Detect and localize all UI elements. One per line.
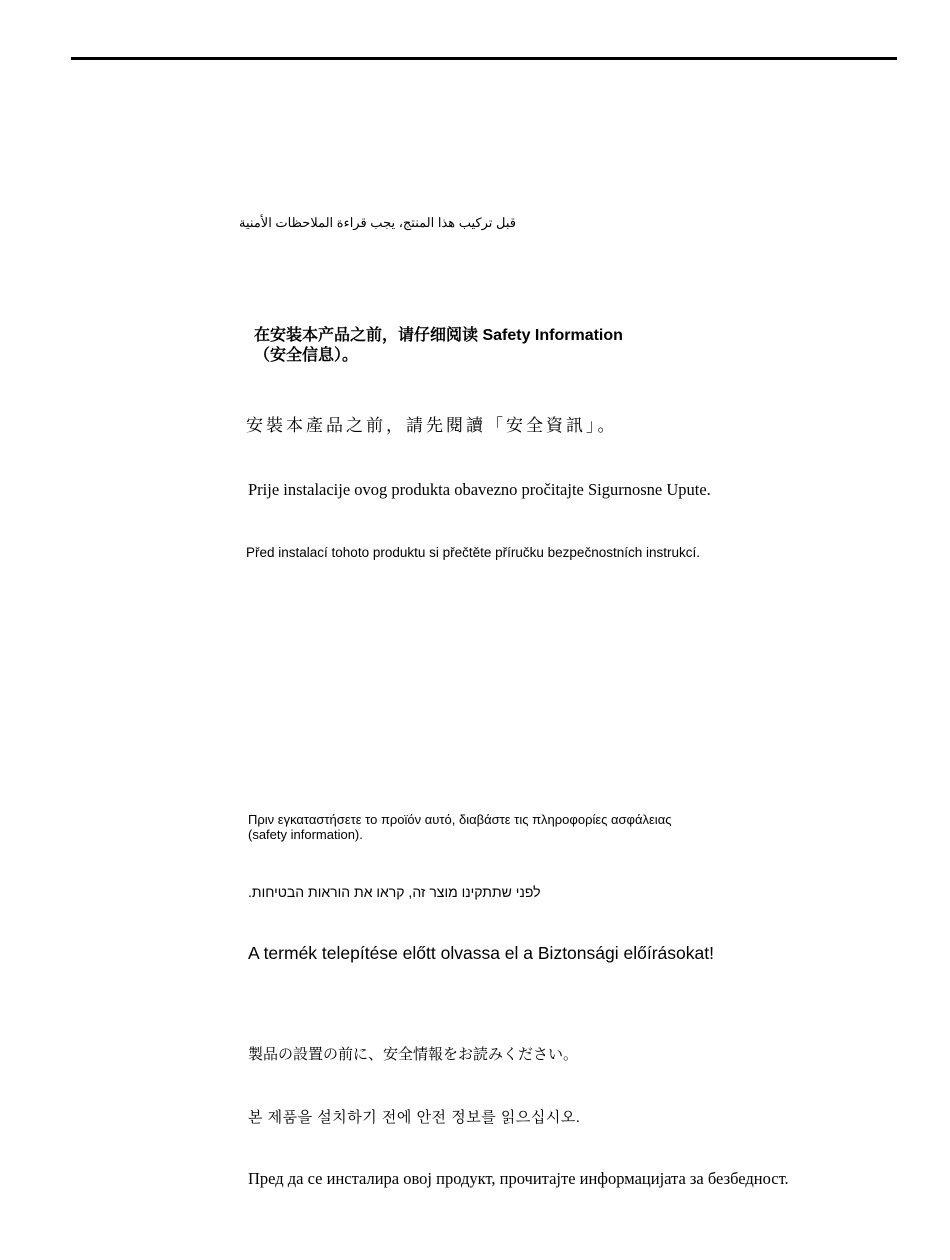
safety-notice-arabic: قبل تركيب هذا المنتج، يجب قراءة الملاحظات الأمنية: [239, 215, 516, 230]
safety-notice-chinese-simplified-line-1: 在安装本产品之前，请仔细阅读 Safety Information: [254, 327, 623, 344]
safety-notice-czech: Před instalací tohoto produktu si přečtěte příručku bezpečnostních instrukcí.: [246, 545, 700, 560]
safety-notice-hungarian: A termék telepítése előtt olvassa el a Biztonsági előírásokat!: [248, 943, 714, 963]
safety-notice-chinese-simplified-line-2: （安全信息）。: [254, 347, 359, 364]
safety-notice-macedonian: Пред да се инсталира овој продукт, прочитајте информацијата за безбедност.: [248, 1169, 789, 1188]
safety-notice-chinese-simplified: [254, 326, 623, 366]
top-rule: [71, 57, 897, 60]
safety-notice-chinese-traditional: 安裝本產品之前，請先閱讀「安全資訊」。: [246, 416, 618, 436]
safety-notice-korean: 본 제품을 설치하기 전에 안전 정보를 읽으십시오.: [248, 1109, 581, 1126]
safety-notice-greek-line-1: Πριν εγκαταστήσετε το προϊόν αυτό, διαβάστε τις πληροφορίες ασφάλειας: [248, 812, 672, 827]
safety-notice-greek-line-2: (safety information).: [248, 827, 363, 842]
safety-notice-hebrew: לפני שתתקינו מוצר זה, קראו את הוראות הבטיחות.: [248, 884, 541, 900]
safety-notice-greek: [248, 812, 671, 842]
safety-notice-japanese: 製品の設置の前に、安全情報をお読みください。: [248, 1046, 579, 1063]
safety-notice-croatian: Prije instalacije ovog produkta obavezno pročitajte Sigurnosne Upute.: [248, 480, 711, 499]
